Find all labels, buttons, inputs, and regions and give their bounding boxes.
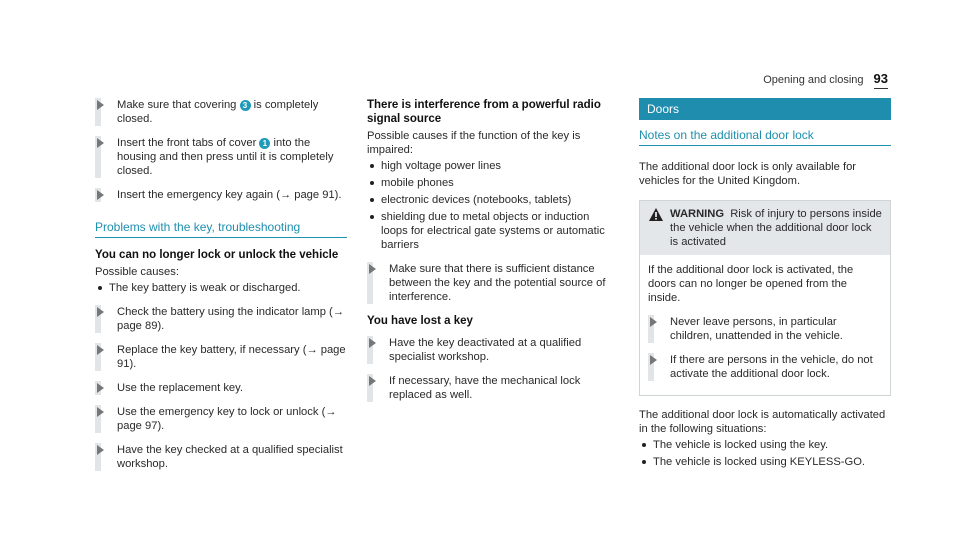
intro-text: Possible causes if the function of the key is impaired: [367,130,581,156]
instruction-step: Have the key checked at a qualified specialist workshop. [95,443,347,471]
subheading: You have lost a key [367,315,473,327]
arrow-icon [97,445,104,455]
instruction-step: Insert the emergency key again (→ page 91). [95,188,347,202]
arrow-icon [97,345,104,355]
causes-list [367,159,619,252]
instruction-step: Have the key deactivated at a qualified specialist workshop. [367,336,619,364]
causes-label: Possible causes: [95,266,179,278]
instruction-step: Never leave persons, in particular children, unattended in the vehicle. [648,315,882,343]
list-item: The vehicle is locked using the key. [639,438,891,452]
situations-list [639,438,891,469]
warning-label: WARNING [670,208,725,220]
list-item: shielding due to metal objects or induction loops for electrical gate systems or automatic barriers [367,210,619,252]
column-2 [367,98,619,412]
section-heading: Notes on the additional door lock [639,128,891,146]
subheading: There is interference from a powerful radio signal source [367,99,601,125]
warning-header [640,201,890,255]
instruction-step: If necessary, have the mechanical lock replaced as well. [367,374,619,402]
list-item: mobile phones [367,176,619,190]
list-item: high voltage power lines [367,159,619,173]
callout-number-icon: 3 [240,100,251,111]
arrow-icon [97,307,104,317]
arrow-icon [650,355,657,365]
page-header [763,72,888,89]
section-heading: Problems with the key, troubleshooting [95,220,347,238]
chapter-band: Doors [639,98,891,120]
column-1 [95,98,347,481]
arrow-icon [650,317,657,327]
subheading: You can no longer lock or unlock the vehicle [95,249,339,261]
instruction-step: Make sure that covering 3 is completely closed. [95,98,347,126]
list-item: electronic devices (notebooks, tablets) [367,193,619,207]
instruction-step: Check the battery using the indicator lamp (→ page 89). [95,305,347,333]
arrow-icon [97,383,104,393]
warning-icon [649,208,663,221]
instruction-step: Make sure that there is sufficient distance between the key and the potential source of interference. [367,262,619,304]
page-number: 93 [874,72,888,89]
warning-box [639,200,891,396]
instruction-step: If there are persons in the vehicle, do not activate the additional door lock. [648,353,882,381]
callout-number-icon: 1 [259,138,270,149]
list-item: The vehicle is locked using KEYLESS-GO. [639,455,891,469]
instruction-step: Insert the front tabs of cover 1 into the housing and then press until it is completely closed. [95,136,347,178]
instruction-step: Replace the key battery, if necessary (→ page 91). [95,343,347,371]
list-item: The key battery is weak or discharged. [95,281,347,295]
arrow-icon [369,264,376,274]
column-3 [639,98,891,479]
instruction-step: Use the replacement key. [95,381,347,395]
warning-body: If the additional door lock is activated, the doors can no longer be opened from the inside. Never leave persons, in particular children, unattended in the vehicle. If there are persons in the vehicle, do not activate the additional door lock. [640,255,890,395]
auto-activation-text: The additional door lock is automatically activated in the following situations: [639,409,886,435]
arrow-icon [97,100,104,110]
intro-text: The additional door lock is only available for vehicles for the United Kingdom. [639,161,857,187]
section-title: Opening and closing [763,74,864,86]
instruction-step: Use the emergency key to lock or unlock (→ page 97). [95,405,347,433]
arrow-icon [97,190,104,200]
arrow-icon [369,376,376,386]
arrow-icon [97,138,104,148]
arrow-icon [369,338,376,348]
warning-text: Risk of injury to persons inside the vehicle when the additional door lock is activated [670,208,882,248]
arrow-icon [97,407,104,417]
causes-list [95,281,347,295]
